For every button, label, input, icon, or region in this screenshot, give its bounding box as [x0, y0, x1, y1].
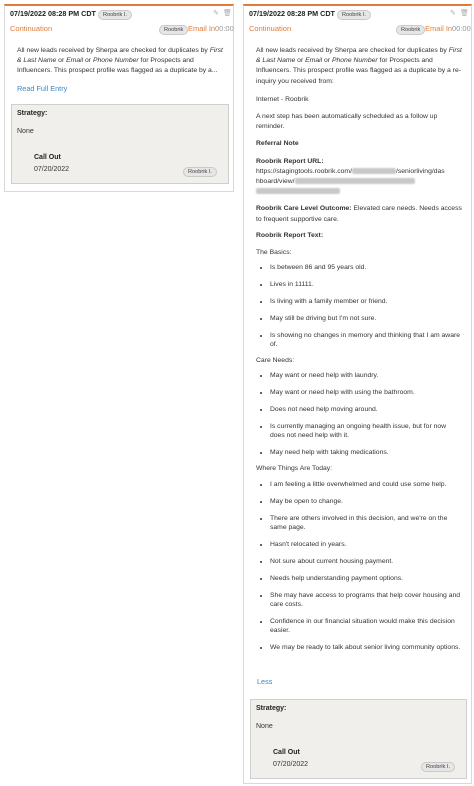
redacted-text — [256, 188, 340, 194]
note-header — [5, 6, 233, 23]
callout-title: Call Out — [34, 154, 61, 161]
today-list — [256, 480, 462, 652]
channel-label: Email In — [425, 24, 453, 33]
list-item: • Confidence in our financial situation would make this decision easier. — [270, 617, 462, 635]
referral-note-label: Referral Note — [256, 140, 299, 148]
pencil-icon[interactable]: ✎ — [450, 10, 456, 17]
less-link[interactable]: Less — [257, 677, 273, 686]
list-item: • Hasn't relocated in years. — [270, 540, 462, 549]
note-subheader — [244, 23, 471, 37]
note-category: Continuation — [249, 24, 292, 33]
callout-author-badge[interactable]: Roobrik I. — [421, 762, 455, 772]
read-full-entry-link[interactable]: Read Full Entry — [17, 84, 68, 93]
care-needs-list — [256, 371, 462, 457]
report-url[interactable]: https://stagingtools.roobrik.com/ /seniorliving/das hboard/view/ — [256, 167, 462, 198]
strategy-panel — [11, 104, 229, 184]
trash-icon[interactable]: 🗑 — [223, 10, 232, 17]
list-item: • She may have access to programs that help cover housing and care costs. — [270, 591, 462, 609]
callout-title: Call Out — [273, 749, 300, 756]
note-body — [256, 46, 462, 652]
care-outcome: Roobrik Care Level Outcome: Elevated care needs. Needs access to frequent supportive care. — [256, 205, 462, 223]
author-badge[interactable]: Roobrik I. — [98, 10, 132, 20]
note-category: Continuation — [10, 24, 53, 33]
callout-author-badge[interactable]: Roobrik I. — [183, 167, 217, 177]
list-item: • There are others involved in this decision, and we're on the same page. — [270, 514, 462, 532]
strategy-label: Strategy: — [256, 705, 287, 712]
duration: 00:00 — [215, 24, 234, 33]
trash-icon[interactable]: 🗑 — [460, 10, 469, 17]
basics-list — [256, 263, 462, 349]
note-preview: All new leads received by Sherpa are checked for duplicates by First & Last Name or Email or Phone Number for Prospects and Influencers. This prospect profile was flagged as a duplicate by a... — [17, 47, 223, 75]
followup-text: A next step has been automatically scheduled as a follow up reminder. — [256, 113, 438, 131]
list-item: • May want or need help with using the bathroom. — [270, 388, 462, 397]
list-item: • May want or need help with laundry. — [270, 371, 462, 380]
list-item: • Is showing no changes in memory and thinking that I am aware of. — [270, 331, 462, 349]
callout-date: 07/20/2022 — [273, 761, 309, 768]
list-item: • Is currently managing an ongoing health issue, but for now does not need help with it. — [270, 422, 462, 440]
list-item: • Lives in 11111. — [270, 280, 462, 289]
pencil-icon[interactable]: ✎ — [213, 10, 219, 17]
source-badge: Roobrik — [159, 25, 188, 35]
author-badge[interactable]: Roobrik I. — [337, 10, 371, 20]
report-url-label: Roobrik Report URL: — [256, 157, 324, 165]
list-item: • Not sure about current housing payment. — [270, 557, 462, 566]
note-datetime: 07/19/2022 08:28 PM CDT — [10, 9, 96, 18]
strategy-value: None — [256, 723, 273, 730]
list-item: • May be open to change. — [270, 497, 462, 506]
redacted-text — [295, 178, 415, 184]
list-item: • Needs help understanding payment options. — [270, 574, 462, 583]
source-line: Internet - Roobrik — [256, 95, 309, 103]
source-badge: Roobrik — [396, 25, 425, 35]
list-item: • May need help with taking medications. — [270, 448, 462, 457]
list-item: • Is living with a family member or friend. — [270, 297, 462, 306]
care-needs-heading: Care Needs: — [256, 357, 295, 365]
strategy-value: None — [17, 128, 34, 135]
note-datetime: 07/19/2022 08:28 PM CDT — [249, 9, 335, 18]
note-header — [244, 6, 471, 23]
note-card-collapsed — [4, 4, 234, 192]
strategy-panel — [250, 699, 467, 779]
today-heading: Where Things Are Today: — [256, 465, 333, 473]
list-item: • Does not need help moving around. — [270, 405, 462, 414]
duration: 00:00 — [452, 24, 471, 33]
list-item: • I am feeling a little overwhelmed and could use some help. — [270, 480, 462, 489]
redacted-text — [352, 168, 396, 174]
report-text-label: Roobrik Report Text: — [256, 231, 324, 239]
callout-date: 07/20/2022 — [34, 166, 70, 173]
list-item: • Is between 86 and 95 years old. — [270, 263, 462, 272]
strategy-label: Strategy: — [17, 110, 48, 117]
list-item: • We may be ready to talk about senior living community options. — [270, 643, 462, 652]
channel-label: Email In — [188, 24, 216, 33]
intro-paragraph: All new leads received by Sherpa are checked for duplicates by First & Last Name or Email or Phone Number for Prospects and Influencers. This prospect profile was flagged as a duplicate by a re-inquiry you received from: — [256, 47, 462, 85]
list-item: • May still be driving but I'm not sure. — [270, 314, 462, 323]
note-subheader — [5, 23, 233, 37]
note-card-expanded — [243, 4, 472, 784]
basics-heading: The Basics: — [256, 249, 292, 257]
